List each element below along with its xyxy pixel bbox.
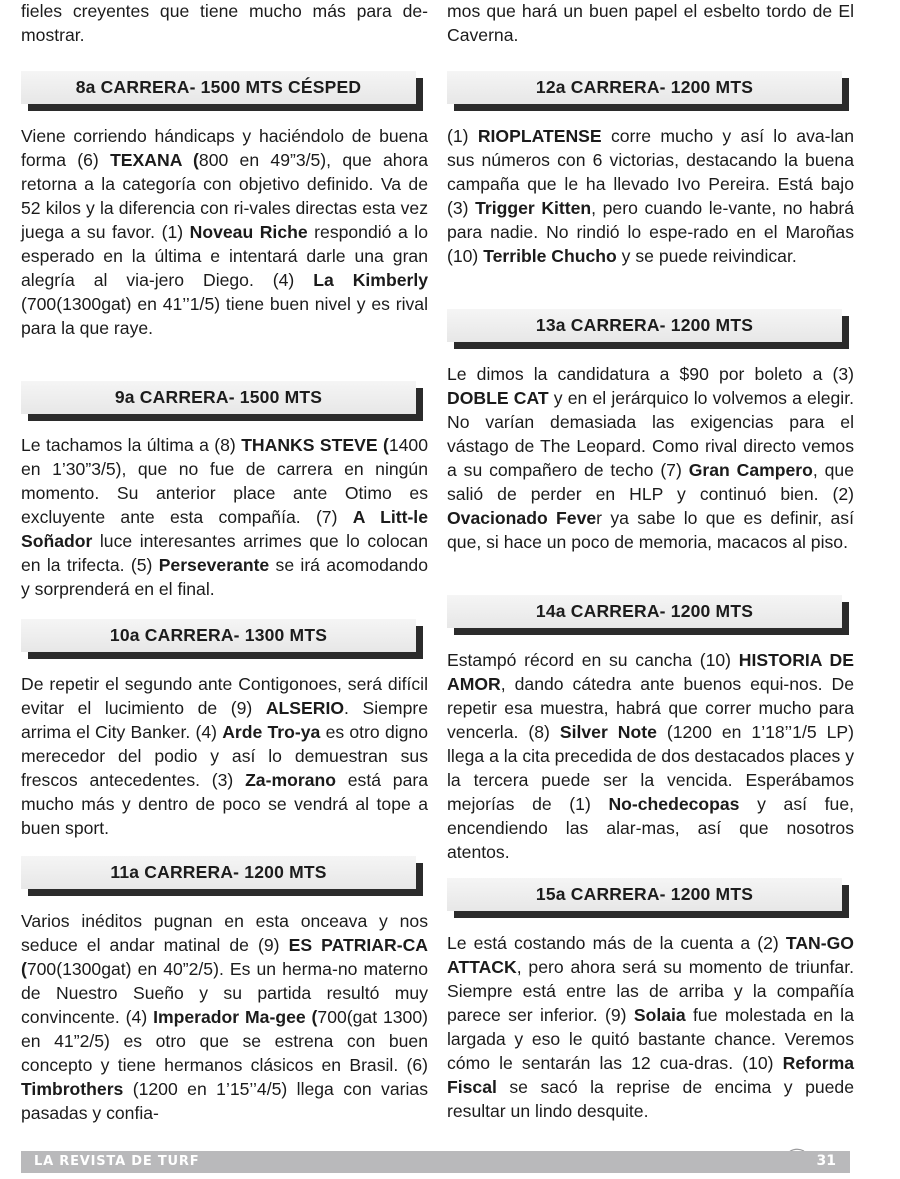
text-run: está para mucho más y dentro de poco se vendrá al tope a buen sport.: [21, 770, 428, 838]
text-run: y en el jerárquico lo volvemos a elegir. No varían demasiada las exigencias para el vástago de The Leopard. Como rival directo vemos a su compañero de techo (7): [447, 388, 854, 480]
page-footer: [21, 1151, 850, 1173]
text-run: Estampó récord en su cancha (10): [447, 650, 739, 670]
text-run: respondió a lo esperado en la última e intentará darle una gran alegría al via-jero Diego. (4): [21, 222, 428, 290]
horse-name: ES PATRIAR-CA (: [21, 935, 428, 979]
text-run: y se puede reivindicar.: [616, 246, 797, 266]
text-run: (700(1300gat) en 41’’1/5) tiene buen nivel y es rival para la que raye.: [21, 294, 428, 338]
text-run: r ya sabe lo que es definir, así que, si hace un poco de memoria, macacos al piso.: [447, 508, 854, 552]
text-run: 700(1300gat) en 40”2/5). Es un herma-no materno de Nuestro Sueño y su partida resultó muy convincente. (4): [21, 959, 428, 1027]
section-heading: 9a CARRERA- 1500 MTS: [21, 381, 416, 414]
article-paragraph: [21, 433, 428, 601]
section-heading: 14a CARRERA- 1200 MTS: [447, 595, 842, 628]
horse-name: Noveau Riche: [189, 222, 308, 242]
text-run: mos que hará un buen papel el esbelto tordo de El Caverna.: [447, 1, 854, 45]
horse-name: Ovacionado Feve: [447, 508, 597, 528]
text-run: , dando cátedra ante buenos equi-nos. De repetir esa muestra, habrá que correr mucho para vencerla. (8): [447, 674, 854, 742]
text-run: se sacó la reprise de encima y puede resultar un lindo desquite.: [447, 1077, 854, 1121]
section-heading: 15a CARRERA- 1200 MTS: [447, 878, 842, 911]
horse-name: Perseverante: [158, 555, 270, 575]
horse-name: Timbrothers: [21, 1079, 124, 1099]
text-run: (1200 en 1’18’’1/5 LP) llega a la cita precedida de dos destacados places y la tercera puede ser la vencida. Esperábamos mejorías de (1): [447, 722, 854, 814]
text-run: . Siempre arrima el City Banker. (4): [21, 698, 428, 742]
text-run: 700(gat 1300) en 41”2/5) es otro que se estrena con buen concepto y tiene hermanos clásicos en Brasil. (6): [21, 1007, 428, 1075]
text-run: 800 en 49”3/5), que ahora retorna a la categoría con objetivo definido. Va de 52 kilos y la diferencia con ri-vales directas esta vez juega a su favor. (1): [21, 150, 428, 242]
section-heading: 11a CARRERA- 1200 MTS: [21, 856, 416, 889]
article-paragraph: [447, 0, 854, 47]
horse-name: Reforma Fiscal: [447, 1053, 854, 1097]
text-run: , que salió de perder en HLP y continuó bien. (2): [447, 460, 854, 504]
text-run: Le tachamos la última a (8): [21, 435, 242, 455]
horse-name: A Litt-le Soñador: [21, 507, 428, 551]
text-run: luce interesantes arrimes que lo colocan en la trifecta. (5): [21, 531, 428, 575]
article-paragraph: [21, 0, 428, 47]
text-run: Viene corriendo hándicaps y haciéndolo de buena forma (6): [21, 126, 428, 170]
horse-name: Solaia: [633, 1005, 686, 1025]
horse-name: RIOPLATENSE: [477, 126, 602, 146]
horse-name: No-chedecopas: [608, 794, 740, 814]
text-run: 1400 en 1’30”3/5), que no fue de carrera en ningún momento. Su anterior place ante Otimo es excluyente ante esta compañía. (7): [21, 435, 428, 527]
text-run: corre mucho y así lo ava-lan sus números con 6 victorias, destacando la buena campaña que le ha llevado Ivo Pereira. Está bajo (3): [447, 126, 855, 218]
text-run: Le está costando más de la cuenta a (2): [447, 933, 786, 953]
section-heading: 12a CARRERA- 1200 MTS: [447, 71, 842, 104]
horse-name: Arde Tro-ya: [222, 722, 321, 742]
horse-name: Gran Campero: [688, 460, 813, 480]
text-run: fue molestada en la largada y eso le quitó bastante chance. Veremos cómo le sentarán las 12 cua-dras. (10): [447, 1005, 854, 1073]
article-paragraph: [21, 909, 428, 1125]
text-run: se irá acomodando y sorprenderá en el final.: [21, 555, 429, 599]
text-run: , pero ahora será su momento de triunfar. Siempre está entre las de arriba y la compañía parece ser inferior. (9): [447, 957, 854, 1025]
page-number: 31: [816, 1153, 836, 1169]
article-paragraph: [21, 124, 428, 340]
text-run: Le dimos la candidatura a $90 por boleto a (3): [447, 364, 854, 384]
text-run: fieles creyentes que tiene mucho más para de-mostrar.: [21, 1, 428, 45]
section-heading: 10a CARRERA- 1300 MTS: [21, 619, 416, 652]
horse-name: Za-morano: [245, 770, 336, 790]
horse-name: THANKS STEVE (: [241, 435, 389, 455]
text-run: De repetir el segundo ante Contigonoes, será difícil evitar el lucimiento de (9): [21, 674, 428, 718]
horse-name: Terrible Chucho: [483, 246, 617, 266]
text-run: y así fue, encendiendo las alar-mas, así que nosotros atentos.: [447, 794, 854, 862]
text-run: (1): [447, 126, 478, 146]
article-paragraph: [447, 648, 854, 864]
horse-name: ALSERIO: [265, 698, 345, 718]
article-paragraph: [447, 124, 854, 268]
article-paragraph: [21, 672, 428, 840]
article-paragraph: [447, 362, 854, 554]
horse-name: TAN-GO ATTACK: [447, 933, 854, 977]
horse-name: Silver Note: [559, 722, 657, 742]
horse-name: La Kimberly: [313, 270, 428, 290]
horse-name: DOBLE CAT: [447, 388, 549, 408]
text-run: , pero cuando le-vante, no habrá para nadie. No rindió lo espe-rado en el Maroñas (10): [447, 198, 854, 266]
text-run: (1200 en 1’15’’4/5) llega con varias pasadas y confia-: [21, 1079, 428, 1123]
text-run: es otro digno merecedor del podio y así lo demuestran sus frescos antecedentes. (3): [21, 722, 428, 790]
article-paragraph: [447, 931, 854, 1123]
section-heading: 8a CARRERA- 1500 MTS CÉSPED: [21, 71, 416, 104]
horse-name: Trigger Kitten: [475, 198, 592, 218]
section-heading: 13a CARRERA- 1200 MTS: [447, 309, 842, 342]
footer-magazine-title: LA REVISTA DE TURF: [34, 1154, 200, 1169]
horse-name: HISTORIA DE AMOR: [447, 650, 854, 694]
horse-name: Imperador Ma-gee (: [153, 1007, 318, 1027]
horse-name: TEXANA (: [110, 150, 199, 170]
text-run: Varios inéditos pugnan en esta onceava y nos seduce el andar matinal de (9): [21, 911, 428, 955]
